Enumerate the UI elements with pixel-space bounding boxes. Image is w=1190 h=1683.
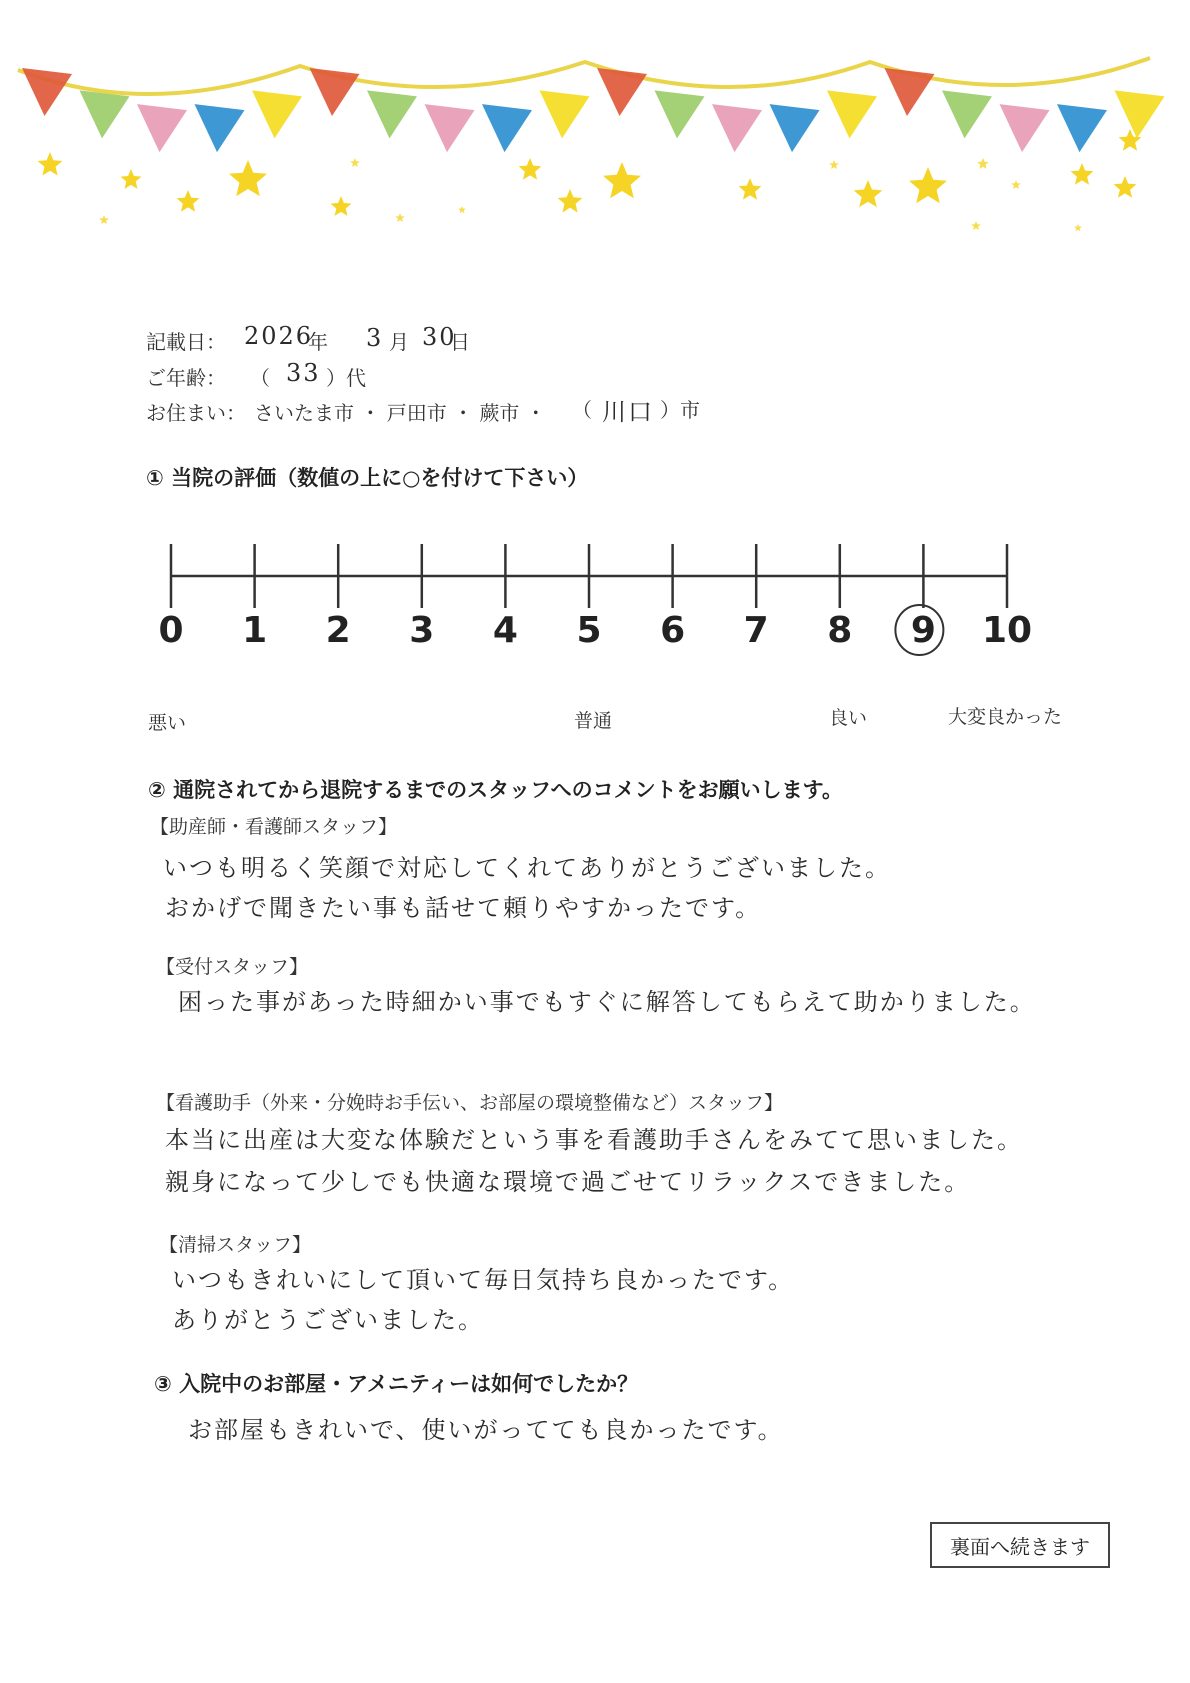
scale-number-2[interactable]: 2 [325,610,351,651]
bunting-flag [655,90,705,138]
comment-line: 本当に出産は大変な体験だという事を看護助手さんをみてて思いました。 [165,1126,1023,1154]
star-icon [603,162,641,198]
section-heading: 【受付スタッフ】 [156,956,309,978]
scale-number-4[interactable]: 4 [492,610,518,651]
scale-number-1[interactable]: 1 [242,610,268,651]
scale-number-7[interactable]: 7 [743,610,769,651]
bunting-flag [195,104,245,152]
bunting-flag [827,90,877,138]
star-icon [854,180,883,207]
star-icon [558,189,583,213]
age-open: （ [250,366,270,390]
date-year-unit: 年 [308,330,328,354]
bunting-flag [252,90,302,138]
star-icon [350,158,360,167]
scale-number-8[interactable]: 8 [827,610,853,651]
residence-value: 川口 [602,398,654,426]
bunting-flag [22,68,72,116]
star-icon [458,206,466,213]
star-icon [395,213,405,222]
scale-number-6[interactable]: 6 [660,610,686,651]
comment-line: いつも明るく笑顔で対応してくれてありがとうございました。 [163,854,891,882]
label-good: 良い [829,707,868,729]
star-icon [519,158,542,180]
star-icon [121,169,142,189]
bunting-flag [80,90,130,138]
bunting-flag [425,104,475,152]
comment-line: いつもきれいにして頂いて毎日気持ち良かったです。 [172,1266,795,1294]
star-icon [38,152,63,176]
continue-box: 裏面へ続きます [930,1522,1110,1568]
bunting-decoration [0,0,1190,250]
age-value: 33 [286,359,321,387]
date-day: 30 [422,323,457,351]
q3-answer: お部屋もきれいで、使いがってても良かったです。 [188,1416,784,1444]
label-bad: 悪い [148,712,187,734]
scale-number-10[interactable]: 10 [981,610,1033,651]
date-month: 3 [366,324,384,352]
scale-number-5[interactable]: 5 [576,610,602,651]
star-icon [1074,224,1082,231]
q1-title: ① 当院の評価（数値の上に○を付けて下さい） [146,466,589,490]
residence-options: さいたま市 ・ 戸田市 ・ 蕨市 ・ [254,401,546,425]
star-icon [229,160,267,196]
scale-number-9[interactable]: 9 [910,610,936,651]
star-icon [971,221,981,230]
star-icon [909,167,947,203]
star-icon [829,160,839,169]
date-day-unit: 日 [450,330,470,354]
bunting-flag [540,90,590,138]
star-icon [1071,163,1094,185]
age-label: ご年齢： [146,366,226,390]
star-icon [739,178,762,200]
bunting-flag [482,104,532,152]
comment-line: ありがとうございました。 [172,1306,484,1334]
star-icon [1114,176,1137,198]
bunting-flag [1000,104,1050,152]
star-icon [977,158,988,169]
star-icon [99,215,109,224]
bunting-flag [1057,104,1107,152]
bunting-rope [18,58,1150,94]
label-very-good: 大変良かった [948,706,1063,728]
age-close: ）代 [326,366,366,390]
bunting-flag [597,68,647,116]
bunting-flag [712,104,762,152]
residence-label: お住まい： [146,401,246,425]
bunting-flag [942,90,992,138]
star-icon [1011,180,1021,189]
comment-line: 困った事があった時細かい事でもすぐに解答してもらえて助かりました。 [178,988,1036,1016]
q3-title: ③ 入院中のお部屋・アメニティーは如何でしたか？ [154,1372,639,1396]
bunting-flag [310,68,360,116]
comment-line: 親身になって少しでも快適な環境で過ごせてリラックスできました。 [165,1168,971,1196]
q2-title: ② 通院されてから退院するまでのスタッフへのコメントをお願いします。 [148,778,843,802]
star-icon [177,190,200,212]
scale-number-0[interactable]: 0 [158,610,184,651]
date-month-unit: 月 [389,330,409,354]
bunting-flag [367,90,417,138]
scale-number-3[interactable]: 3 [409,610,435,651]
residence-open: （ [572,398,592,422]
section-heading: 【看護助手（外来・分娩時お手伝い、お部屋の環境整備など）スタッフ】 [156,1092,784,1114]
date-label: 記載日： [146,330,226,354]
residence-close: ）市 [660,398,700,422]
star-icon [331,196,352,216]
bunting-flag [137,104,187,152]
section-heading: 【清掃スタッフ】 [159,1234,312,1256]
date-year: 2026 [244,322,314,350]
bunting-flag [1115,90,1165,138]
section-heading: 【助産師・看護師スタッフ】 [150,816,398,838]
comment-line: おかげで聞きたい事も話せて頼りやすかったです。 [165,894,762,922]
bunting-flag [770,104,820,152]
label-normal: 普通 [574,710,613,732]
bunting-flag [885,68,935,116]
